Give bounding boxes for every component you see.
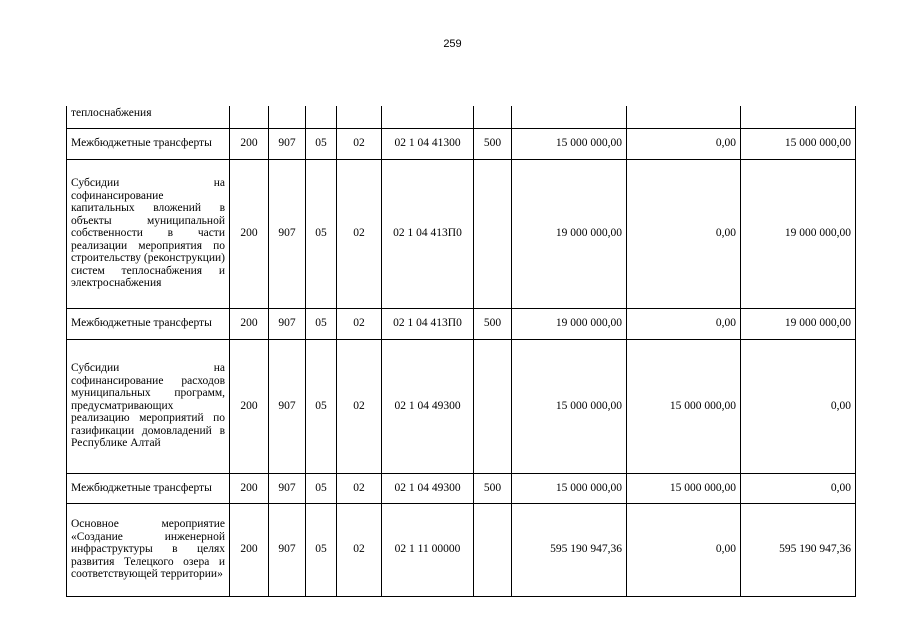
amount-2-cell: 0,00 (627, 503, 741, 596)
target-code-cell (382, 106, 474, 128)
subsection-cell: 02 (337, 128, 382, 159)
grbs-cell: 907 (269, 473, 306, 503)
table-row (67, 339, 856, 473)
amount-1-cell: 15 000 000,00 (512, 339, 627, 473)
page-number: 259 (443, 38, 462, 50)
target-code-cell: 02 1 04 413П0 (382, 308, 474, 339)
status-cell: 200 (230, 503, 269, 596)
amount-3-cell: 595 190 947,36 (741, 503, 856, 596)
row-name: Субсидии на софинансирование расходов муниципальных программ, предусматривающих реализацию мероприятий по газификации домовладений в Республике Алтай (67, 339, 230, 473)
section-cell: 05 (306, 308, 337, 339)
expense-type-cell: 500 (474, 308, 512, 339)
amount-2-cell: 0,00 (627, 308, 741, 339)
status-cell: 200 (230, 308, 269, 339)
amount-3-cell (741, 106, 856, 128)
status-cell: 200 (230, 159, 269, 308)
subsection-cell: 02 (337, 339, 382, 473)
status-cell: 200 (230, 128, 269, 159)
table-row (67, 128, 856, 159)
subsection-cell: 02 (337, 159, 382, 308)
grbs-cell: 907 (269, 128, 306, 159)
section-cell: 05 (306, 503, 337, 596)
target-code-cell: 02 1 04 49300 (382, 473, 474, 503)
grbs-cell (269, 106, 306, 128)
target-code-cell: 02 1 04 41300 (382, 128, 474, 159)
expense-type-cell: 500 (474, 128, 512, 159)
amount-3-cell: 0,00 (741, 473, 856, 503)
subsection-cell: 02 (337, 503, 382, 596)
amount-3-cell: 0,00 (741, 339, 856, 473)
table-row (67, 503, 856, 596)
row-name: Субсидии на софинансирование капитальных вложений в объекты муниципальной собственности в части реализации мероприятия по строительству (реконструкции) систем теплоснабжения и электроснабжения (67, 159, 230, 308)
table-row (67, 159, 856, 308)
subsection-cell (337, 106, 382, 128)
status-cell: 200 (230, 473, 269, 503)
amount-2-cell (627, 106, 741, 128)
table-row (67, 473, 856, 503)
table-row (67, 106, 856, 128)
expense-type-cell (474, 159, 512, 308)
grbs-cell: 907 (269, 339, 306, 473)
target-code-cell: 02 1 11 00000 (382, 503, 474, 596)
section-cell: 05 (306, 128, 337, 159)
expense-type-cell (474, 339, 512, 473)
status-cell (230, 106, 269, 128)
grbs-cell: 907 (269, 308, 306, 339)
expense-type-cell (474, 503, 512, 596)
grbs-cell: 907 (269, 159, 306, 308)
amount-2-cell: 15 000 000,00 (627, 473, 741, 503)
target-code-cell: 02 1 04 413П0 (382, 159, 474, 308)
amount-3-cell: 19 000 000,00 (741, 159, 856, 308)
amount-1-cell: 595 190 947,36 (512, 503, 627, 596)
row-name: Межбюджетные трансферты (67, 128, 230, 159)
section-cell: 05 (306, 473, 337, 503)
amount-1-cell: 19 000 000,00 (512, 159, 627, 308)
row-name: Межбюджетные трансферты (67, 308, 230, 339)
amount-2-cell: 0,00 (627, 159, 741, 308)
row-name: Межбюджетные трансферты (67, 473, 230, 503)
target-code-cell: 02 1 04 49300 (382, 339, 474, 473)
section-cell: 05 (306, 339, 337, 473)
section-cell (306, 106, 337, 128)
status-cell: 200 (230, 339, 269, 473)
row-name: теплоснабжения (67, 106, 230, 128)
subsection-cell: 02 (337, 308, 382, 339)
amount-1-cell: 15 000 000,00 (512, 473, 627, 503)
amount-1-cell: 19 000 000,00 (512, 308, 627, 339)
amount-1-cell: 15 000 000,00 (512, 128, 627, 159)
budget-table (66, 106, 856, 597)
subsection-cell: 02 (337, 473, 382, 503)
table-row (67, 308, 856, 339)
amount-2-cell: 0,00 (627, 128, 741, 159)
section-cell: 05 (306, 159, 337, 308)
amount-3-cell: 19 000 000,00 (741, 308, 856, 339)
grbs-cell: 907 (269, 503, 306, 596)
expense-type-cell: 500 (474, 473, 512, 503)
row-name: Основное мероприятие «Создание инженерной инфраструктуры в целях развития Телецкого озера и соответствующей территории» (67, 503, 230, 596)
amount-2-cell: 15 000 000,00 (627, 339, 741, 473)
amount-3-cell: 15 000 000,00 (741, 128, 856, 159)
amount-1-cell (512, 106, 627, 128)
expense-type-cell (474, 106, 512, 128)
